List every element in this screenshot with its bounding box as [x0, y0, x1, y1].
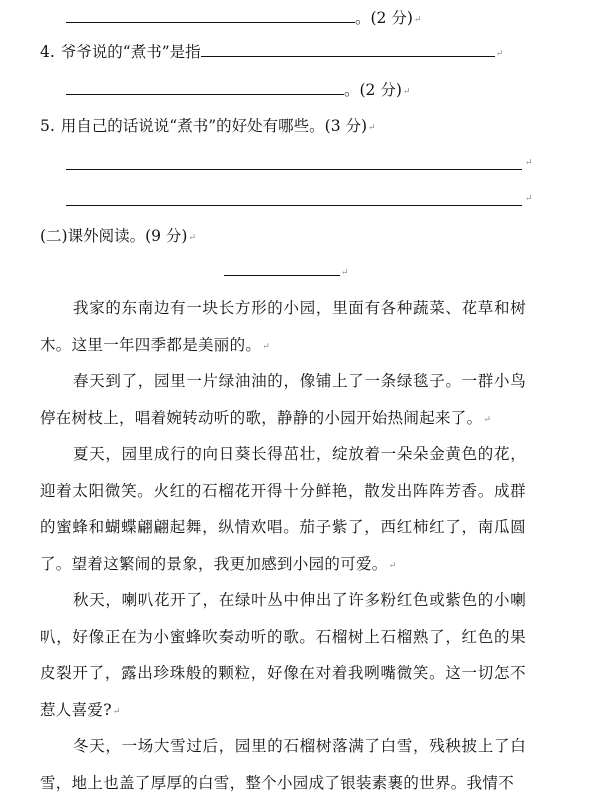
- return-mark-icon: ↵: [495, 49, 504, 59]
- paragraph-1-text: 我家的东南边有一块长方形的小园，里面有各种蔬菜、花草和树木。这里一年四季都是美丽的。: [40, 299, 526, 354]
- return-mark-icon: ↵: [368, 123, 376, 133]
- return-mark-icon: ↵: [188, 233, 197, 243]
- return-mark-icon: ↵: [525, 158, 533, 168]
- q4-answer-line-row: [66, 79, 410, 99]
- passage-title-row: [224, 260, 349, 280]
- question-4-text: 爷爷说的“煮书”是指: [60, 43, 201, 61]
- question-5-text: 用自己的话说说“煮书”的好处有哪些。(3 分): [60, 117, 368, 135]
- passage-title-blank[interactable]: [224, 260, 340, 276]
- return-mark-icon: ↵: [388, 560, 397, 571]
- passage-paragraph-5: [40, 728, 526, 801]
- question-4-number: 4.: [40, 43, 55, 61]
- question-5-number: 5.: [40, 117, 55, 135]
- q4-score: 。(2 分): [344, 81, 402, 99]
- paragraph-4-text: 秋天，喇叭花开了，在绿叶丛中伸出了许多粉红色或紫色的小喇叭，好像正在为小蜜蜂吹奏动听的歌。石榴树上石榴熟了，红色的果皮裂开了，露出珍珠般的颗粒，好像在对着我咧嘴微笑。这一切怎不惹人喜爱?: [40, 591, 526, 719]
- passage-paragraph-3: [40, 436, 526, 584]
- q3-score: 。(2 分): [355, 9, 413, 27]
- q5-answer-blank-2[interactable]: [66, 205, 522, 206]
- paragraph-2-text: 春天到了，园里一片绿油油的，像铺上了一条绿毯子。一群小鸟停在树枝上，唱着婉转动听的歌，静静的小园开始热闹起来了。: [40, 372, 526, 427]
- return-mark-icon: ↵: [483, 414, 492, 425]
- q4-answer-blank-1[interactable]: [201, 41, 495, 57]
- section-2-title: (二)课外阅读。(9 分): [40, 227, 188, 245]
- return-mark-icon: ↵: [262, 341, 271, 352]
- passage-paragraph-4: [40, 582, 526, 730]
- q3-answer-blank[interactable]: [66, 7, 355, 23]
- q4-answer-blank-2[interactable]: [66, 79, 344, 95]
- return-mark-icon: ↵: [341, 268, 349, 278]
- return-mark-icon: ↵: [402, 87, 411, 97]
- q3-answer-line-row: [66, 7, 421, 27]
- return-mark-icon: ↵: [112, 706, 121, 717]
- paragraph-3-text: 夏天，园里成行的向日葵长得茁壮，绽放着一朵朵金黄色的花，迎着太阳微笑。火红的石榴花开得十分鲜艳，散发出阵阵芳香。成群的蜜蜂和蝴蝶翩翩起舞，纵情欢唱。茄子紫了，西红柿红了，南瓜圆了。望着这繁闹的景象，我更加感到小园的可爱。: [40, 445, 526, 573]
- q5-answer-blank-1[interactable]: [66, 169, 522, 170]
- question-4: [40, 41, 503, 61]
- return-mark-icon: ↵: [413, 15, 422, 25]
- paragraph-5-text: 冬天，一场大雪过后，园里的石榴树落满了白雪，残秧披上了白雪，地上也盖了厚厚的白雪，整个小园成了银装素裹的世界。我情不: [40, 737, 526, 792]
- passage-paragraph-2: [40, 363, 526, 438]
- passage-paragraph-1: [40, 290, 526, 365]
- question-5: [40, 116, 376, 136]
- return-mark-icon: ↵: [525, 194, 533, 204]
- section-2-heading: [40, 226, 196, 246]
